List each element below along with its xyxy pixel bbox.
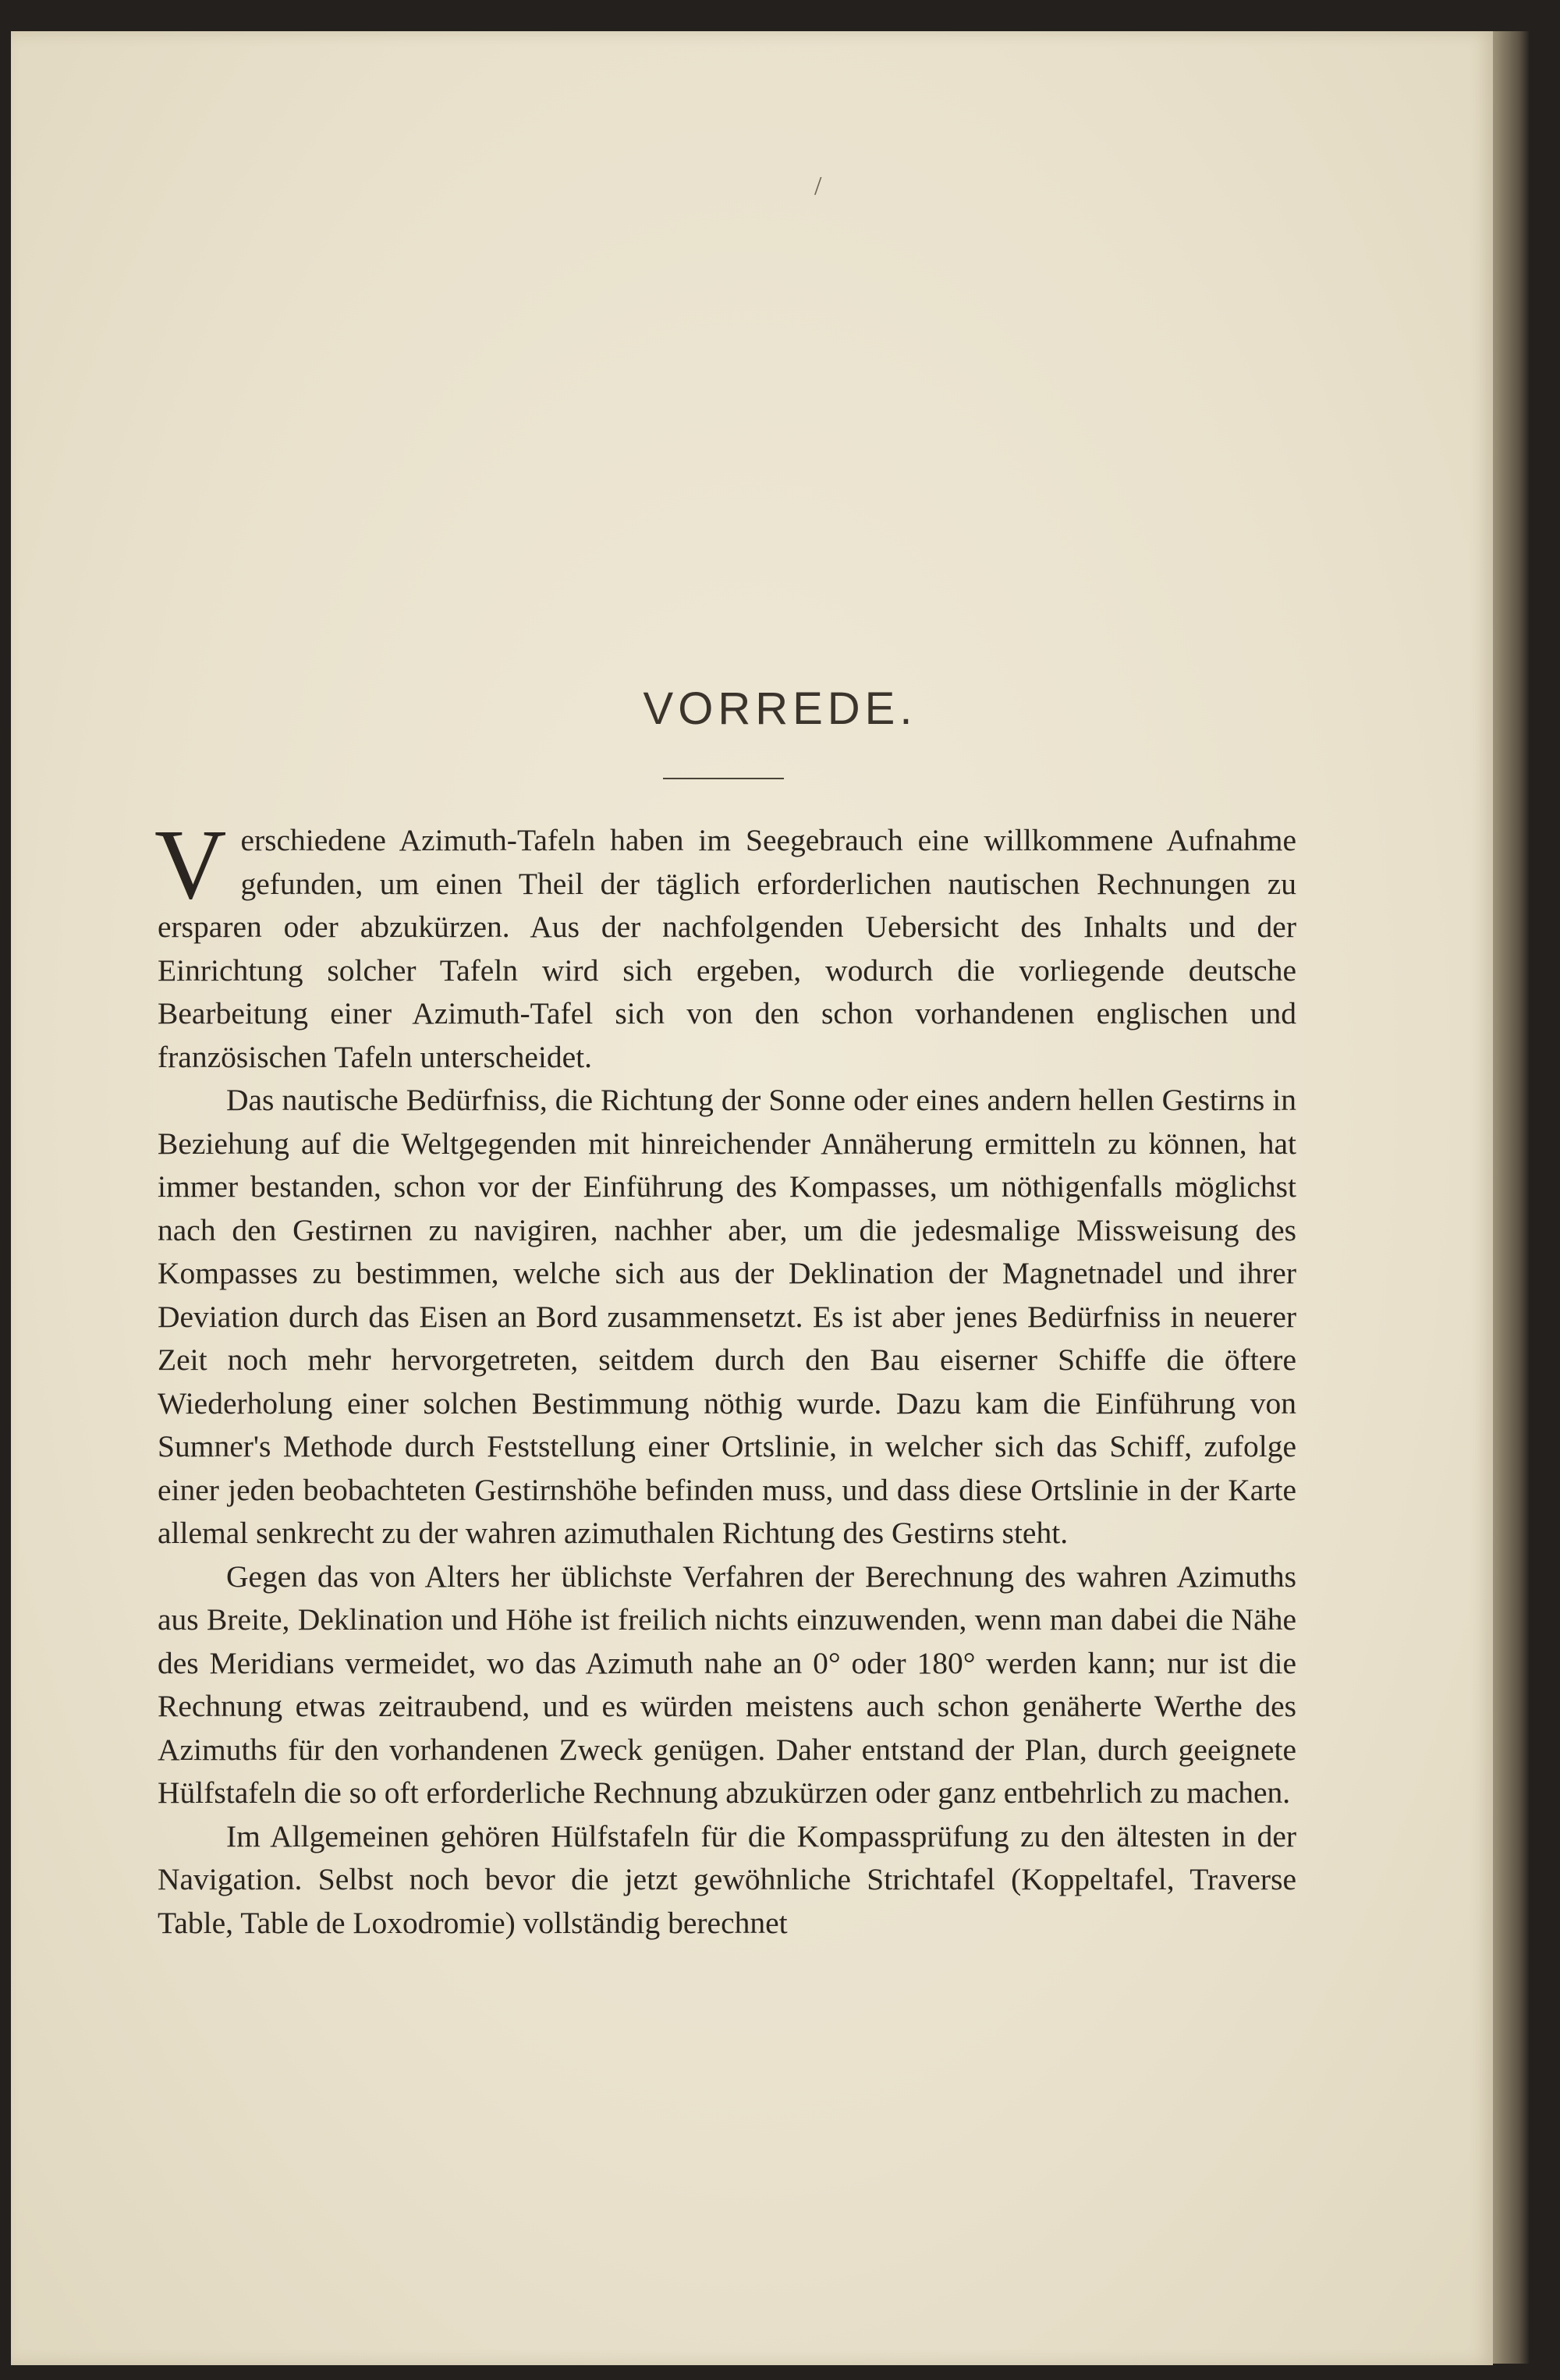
preface-body (154, 809, 1296, 1945)
paragraph-4: Im Allgemeinen gehören Hülfstafeln für die Kompassprüfung zu den ältesten in der Navigation. Selbst noch bevor die jetzt gewöhnliche Strichtafel (Koppeltafel, Traverse Table, Table de Loxodromie) vollständig berechnet (158, 1818, 1296, 1940)
title-divider (663, 778, 784, 779)
drop-cap: V (154, 809, 227, 920)
paragraph-1 (154, 809, 1296, 1079)
paragraph-1-text: erschiedene Azimuth-Tafeln haben im Seegebrauch eine willkommene Aufnahme gefunden, um einen Theil der täglich erforderlichen nautischen Rechnungen zu ersparen oder abzukürzen. Aus der nachfolgenden Uebersicht des Inhalts und der Einrichtung solcher Tafeln wird sich ergeben, wodurch die vorliegende deutsche Bearbeitung einer Azimuth-Tafel sich von den schon vorhandenen englischen und französischen Tafeln unterscheidet. (158, 823, 1296, 1074)
stray-ink-mark: / (814, 172, 822, 200)
page-title: VORREDE. (643, 683, 917, 734)
paragraph-3: Gegen das von Alters her üblichste Verfahren der Berechnung des wahren Azimuths aus Breite, Deklination und Höhe ist freilich nichts einzuwenden, wenn man dabei die Nähe des Meridians vermeidet, wo das Azimuth nahe an 0° oder 180° werden kann; nur ist die Rechnung etwas zeitraubend, und es würden meistens auch schon genäherte Werthe des Azimuths für den vorhandenen Zweck genügen. Daher entstand der Plan, durch geeignete Hülfstafeln die so oft erforderliche Rechnung abzukürzen oder ganz entbehrlich zu machen. (158, 1559, 1296, 1810)
paragraph-2: Das nautische Bedürfniss, die Richtung der Sonne oder eines andern hellen Gestirns in Beziehung auf die Weltgegenden mit hinreichender Annäherung ermitteln zu können, hat immer bestanden, schon vor der Einführung des Kompasses, um nöthigenfalls möglichst nach den Gestirnen zu navigiren, nachher aber, um die jedesmalige Missweisung des Kompasses zu bestimmen, welche sich aus der Deklination der Magnetnadel und ihrer Deviation durch das Eisen an Bord zusammensetzt. Es ist aber jenes Bedürfniss in neuerer Zeit noch mehr hervorgetreten, seitdem durch den Bau eiserner Schiffe die öftere Wiederholung einer solchen Bestimmung nöthig wurde. Dazu kam die Einführung von Sumner's Methode durch Feststellung einer Ortslinie, in welcher sich das Schiff, zufolge einer jeden beobachteten Gestirnshöhe befinden muss, und dass diese Ortslinie in der Karte allemal senkrecht zu der wahren azimuthalen Richtung des Gestirns steht. (158, 1083, 1296, 1550)
